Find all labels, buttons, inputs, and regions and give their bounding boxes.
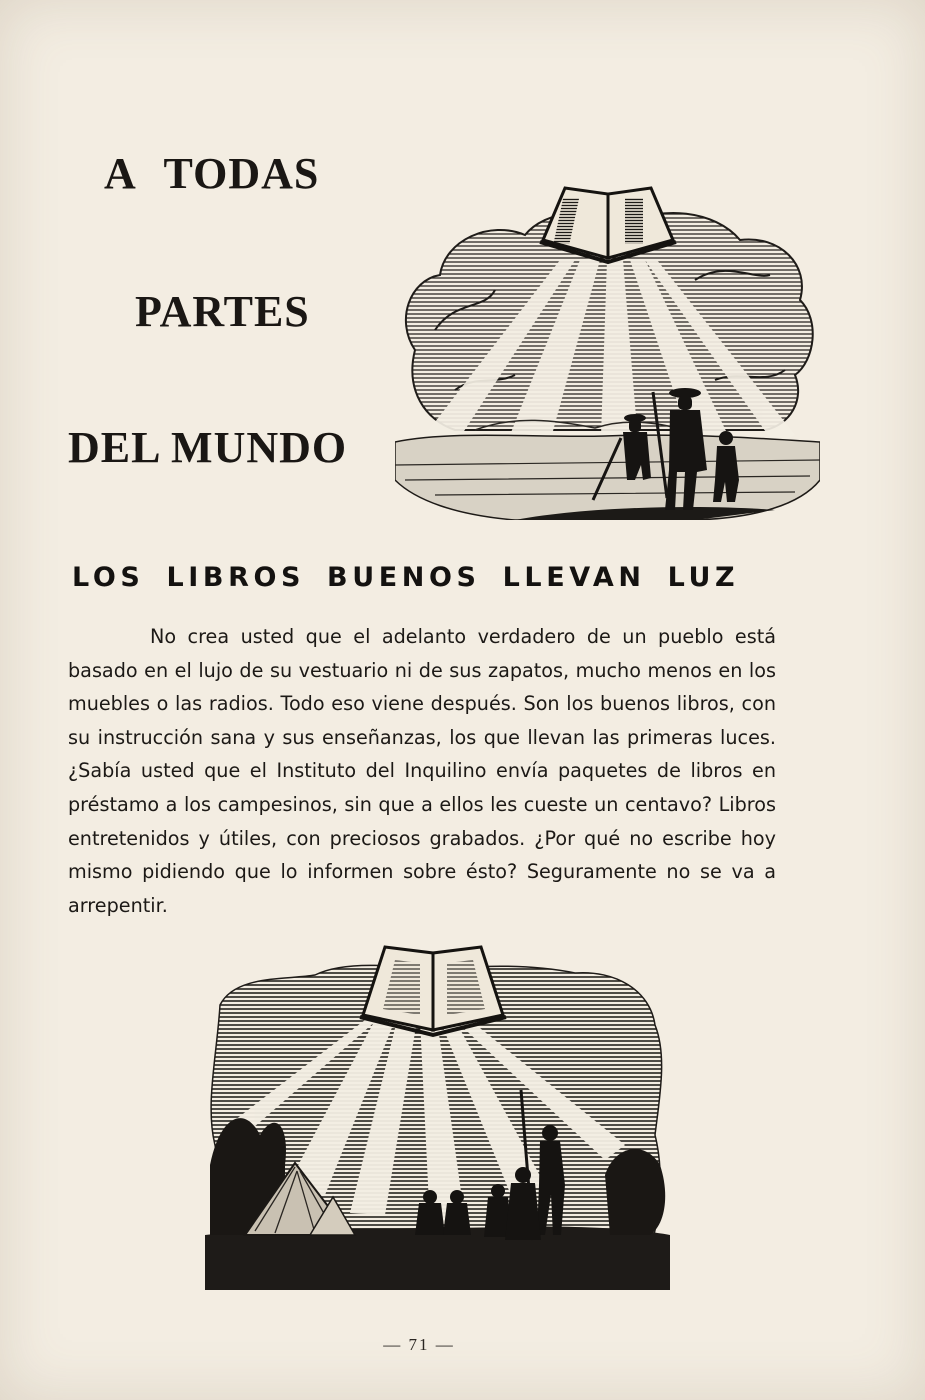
title-line-2: PARTES [135,287,310,336]
illustration-book-over-village [205,935,670,1290]
open-book-icon [360,947,506,1035]
body-text: No crea usted que el adelanto verdadero de un pueblo está basado en el lujo de su vestuario ni de sus zapatos, mucho menos en los muebles o las radios. Todo eso viene después. Son los buenos libros, con su instrucción sana y sus enseñanzas, los que llevan las primeras luces. ¿Sabía usted que el Instituto del Inquilino envía paquetes de libros en préstamo a los campesinos, sin que a ellos les cueste un centavo? Libros entretenidos y útiles, con preciosos grabados. ¿Por qué no escribe hoy mismo pidiendo que lo informen sobre ésto? Seguramente no se va a arrepentir. [68,625,776,917]
page-number: — 71 — [383,1335,455,1354]
subtitle: LOS LIBROS BUENOS LLEVAN LUZ [72,562,740,593]
title-line-1: A TODAS [104,149,320,198]
illustration-book-over-countryside [395,180,820,520]
title-line-3: DEL MUNDO [68,423,348,472]
